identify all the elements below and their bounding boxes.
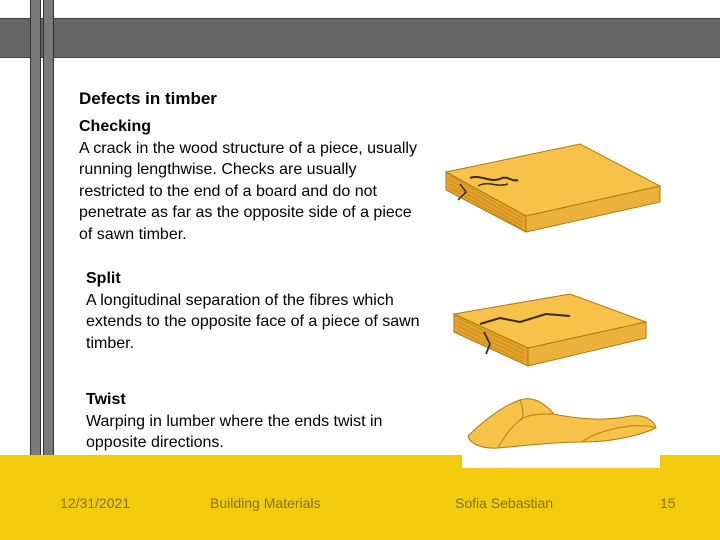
split-heading: Split [86,270,121,287]
footer-date: 12/31/2021 [60,495,131,511]
split-description: A longitudinal separation of the fibres which extends to the opposite face of a piece of sawn timber. [86,291,420,352]
footer-course: Building Materials [210,495,321,511]
header-bar [0,18,720,58]
slide-title: Defects in timber [79,89,217,108]
twist-description: Warping in lumber where the ends twist in opposite directions. [86,412,383,451]
twist-illustration [462,392,660,454]
checking-heading: Checking [79,118,152,135]
footer-page-number: 15 [660,495,676,511]
footer-author: Sofia Sebastian [455,495,554,511]
checking-description: A crack in the wood structure of a piece, usually running lengthwise. Checks are usually restricted to the end of a board and do not penetrate as far as the opposite side of a piece of sawn timber. [79,139,417,243]
split-section [86,268,426,354]
checking-illustration [438,140,663,235]
twist-section [86,389,426,454]
split-illustration [450,292,650,370]
twist-heading: Twist [86,391,126,408]
checking-section [79,116,419,245]
